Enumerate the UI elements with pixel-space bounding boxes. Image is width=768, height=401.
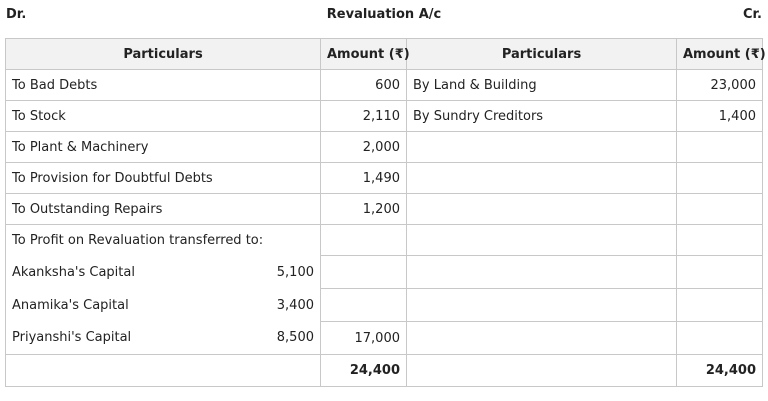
partner-name: Akanksha's Capital [12, 264, 135, 280]
debit-total: 24,400 [321, 355, 407, 387]
table-row [6, 289, 763, 322]
debit-amount: 1,200 [321, 194, 407, 225]
debit-marker: Dr. [6, 7, 27, 22]
empty-cell [321, 289, 407, 322]
empty-cell [677, 132, 763, 163]
empty-cell [6, 355, 321, 387]
debit-particular: To Profit on Revaluation transferred to: [6, 225, 321, 256]
header-row [6, 39, 763, 70]
debit-amount: 2,000 [321, 132, 407, 163]
empty-cell [407, 355, 677, 387]
table-row [6, 132, 763, 163]
empty-cell [677, 163, 763, 194]
column-header: Amount (₹) [321, 39, 407, 70]
credit-particular: By Sundry Creditors [407, 101, 677, 132]
credit-marker: Cr. [742, 7, 762, 22]
empty-cell [677, 225, 763, 256]
profit-total: 17,000 [321, 322, 407, 355]
empty-cell [677, 322, 763, 355]
column-header: Amount (₹) [677, 39, 763, 70]
empty-cell [407, 163, 677, 194]
page-title: Revaluation A/c [326, 7, 442, 22]
table-row [6, 194, 763, 225]
empty-cell [407, 225, 677, 256]
totals-row [6, 355, 763, 387]
credit-total: 24,400 [677, 355, 763, 387]
table-row [6, 225, 763, 256]
empty-cell [407, 132, 677, 163]
debit-particular: To Plant & Machinery [6, 132, 321, 163]
column-header: Particulars [407, 39, 677, 70]
debit-particular: To Stock [6, 101, 321, 132]
partner-share: 3,400 [276, 297, 314, 313]
partner-name: Anamika's Capital [12, 297, 129, 313]
empty-cell [321, 256, 407, 289]
partner-capital [6, 256, 321, 289]
debit-particular: To Bad Debts [6, 70, 321, 101]
partner-share: 8,500 [276, 330, 314, 346]
table-row [6, 101, 763, 132]
debit-amount: 2,110 [321, 101, 407, 132]
debit-amount: 1,490 [321, 163, 407, 194]
empty-cell [677, 289, 763, 322]
empty-cell [407, 256, 677, 289]
empty-cell [677, 194, 763, 225]
debit-particular: To Provision for Doubtful Debts [6, 163, 321, 194]
empty-cell [407, 194, 677, 225]
column-header: Particulars [6, 39, 321, 70]
debit-particular: To Outstanding Repairs [6, 194, 321, 225]
table-row [6, 256, 763, 289]
revaluation-account-table [5, 38, 766, 387]
partner-capital [6, 289, 321, 322]
partner-share: 5,100 [276, 264, 314, 280]
partner-name: Priyanshi's Capital [12, 330, 132, 346]
table-row [6, 163, 763, 194]
empty-cell [407, 322, 677, 355]
credit-particular: By Land & Building [407, 70, 677, 101]
debit-amount: 600 [321, 70, 407, 101]
empty-cell [677, 256, 763, 289]
debit-amount [321, 225, 407, 256]
partner-capital [6, 322, 321, 355]
empty-cell [407, 289, 677, 322]
table-row [6, 322, 763, 355]
credit-amount: 23,000 [677, 70, 763, 101]
credit-amount: 1,400 [677, 101, 763, 132]
table-row [6, 70, 763, 101]
